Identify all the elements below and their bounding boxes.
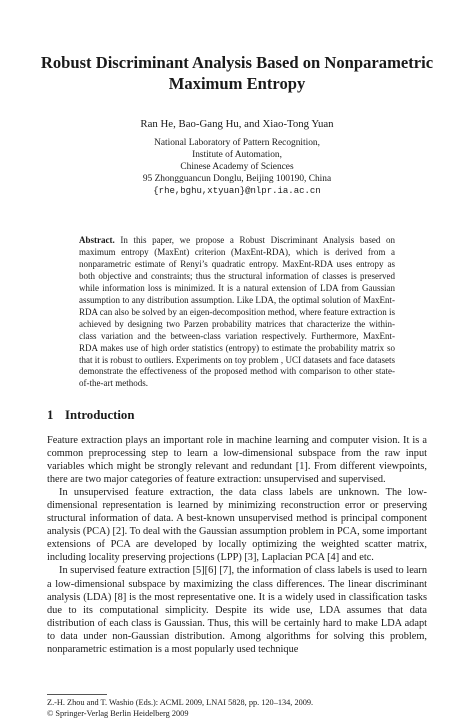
- abstract: [79, 235, 395, 390]
- section-heading: [47, 408, 134, 423]
- abstract-text: In this paper, we propose a Robust Discriminant Analysis based on maximum entropy (MaxEnt) criterion (MaxEnt-RDA), which is derived from a nonparametric estimate of Renyi’s quadratic entropy. MaxEnt-RDA uses entropy as both objective and constraints; thus the structural information of classes is preserved while information loss is minimized. It is a natural extension of LDA from Gaussian assumption to any distribution assumption. Like LDA, the optimal solution of MaxEnt-RDA can also be solved by an eigen-decomposition method, where feature extraction is achieved by designing two Parzen probability matrices that characterize the within-class variation and the between-class variation respectively. Furthermore, MaxEnt-RDA makes use of high order statistics (entropy) to estimate the probability matrix so that it is robust to outliers. Experiments on toy problem , UCI datasets and face datasets demonstrate the effectiveness of the proposed method with comparison to other state-of-the-art methods.: [79, 235, 396, 389]
- body-paragraph-1: Feature extraction plays an important role in machine learning and computer vision. It is a common preprocessing step to learn a low-dimensional subspace from the raw input variables which might be strongly relevant and redundant [1]. From different viewpoints, there are two major categories of feature extraction: unsupervised and supervised.: [47, 435, 427, 486]
- footer: [47, 697, 313, 719]
- body-paragraph-3: In supervised feature extraction [5][6] [7], the information of class labels is used to learn a low-dimensional subspace by maximizing the class differences. The linear discriminant analysis (LDA) [8] is the most representative one. It is a widely used in classification tasks due to its computational simplicity. Despite its wide use, LDA assumes that data distribution of each class is Gaussian. Thus, this will be certainly hard to make LDA adapt to data under non-Gaussian distribution. Among algorithms for solving this problem, nonparametric estimation is a most popularly used technique: [47, 565, 427, 655]
- footnote-rule: [47, 694, 107, 695]
- title-line-2: Maximum Entropy: [168, 74, 306, 93]
- affiliation-line-1: National Laboratory of Pattern Recognition,: [154, 138, 320, 148]
- affiliation-block: [30, 138, 444, 198]
- affiliation-line-2: Institute of Automation,: [192, 149, 282, 160]
- section-number: 1: [47, 408, 54, 422]
- affiliation-line-4: 95 Zhongguancun Donglu, Beijing 100190, China: [142, 173, 332, 184]
- section-body: [47, 434, 427, 656]
- author-email: {rhe,bghu,xtyuan}@nlpr.ia.ac.cn: [153, 185, 321, 196]
- section-title: Introduction: [65, 408, 135, 422]
- footer-citation: Z.-H. Zhou and T. Washio (Eds.): ACML 2009, LNAI 5828, pp. 120–134, 2009.: [47, 698, 314, 707]
- affiliation-line-3: Chinese Academy of Sciences: [180, 161, 294, 172]
- author-list: Ran He, Bao-Gang Hu, and Xiao-Tong Yuan: [140, 118, 334, 130]
- body-paragraph-2: In unsupervised feature extraction, the data class labels are unknown. The low-dimensional representation is learned by minimizing reconstruction error or preserving structural information of data. A best-known unsupervised method is principal component analysis (PCA) [2]. To deal with the Gaussian assumption problem in PCA, some important extensions of PCA are developed by locally optimizing the weighted scatter matrix, including locality preserving projections (LPP) [3], Laplacian PCA [4] and etc.: [47, 487, 427, 564]
- title-line-1: Robust Discriminant Analysis Based on Nonparametric: [40, 53, 434, 72]
- paper-title: [30, 52, 444, 94]
- footer-copyright: © Springer-Verlag Berlin Heidelberg 2009: [47, 709, 189, 718]
- abstract-label: Abstract.: [79, 235, 115, 245]
